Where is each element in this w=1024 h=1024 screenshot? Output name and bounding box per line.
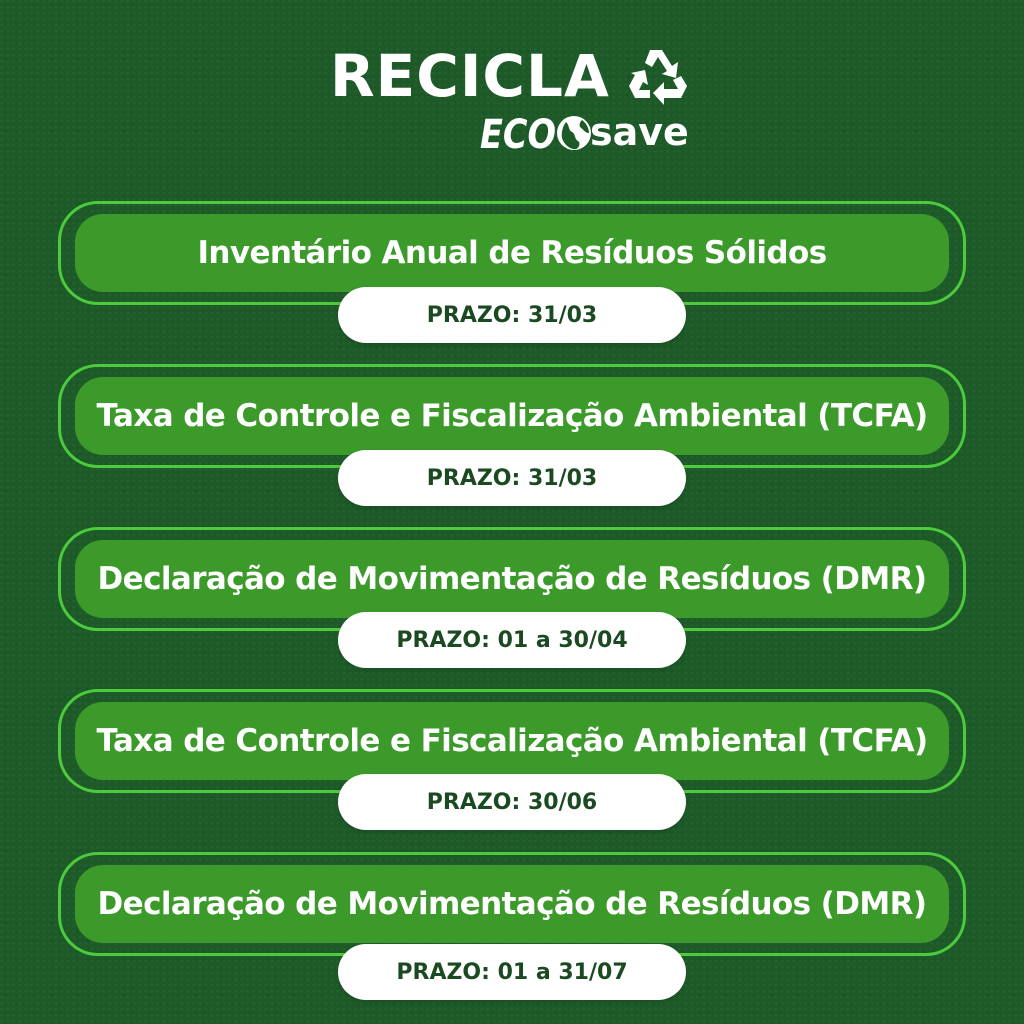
logo-sub-text: save	[590, 110, 689, 154]
card-title: Taxa de Controle e Fiscalização Ambiental (TCFA)	[96, 398, 928, 434]
card-title-bar	[75, 377, 949, 455]
globe-icon	[557, 116, 591, 150]
card-title: Declaração de Movimentação de Resíduos (DMR)	[97, 561, 927, 597]
deadline-text: PRAZO: 30/06	[426, 789, 598, 815]
deadline-text: PRAZO: 01 a 31/07	[396, 959, 628, 985]
card-title: Inventário Anual de Resíduos Sólidos	[197, 235, 827, 271]
deadline-text: PRAZO: 31/03	[426, 302, 598, 328]
logo-main-text: RECICLA	[330, 42, 610, 110]
deadline-text: PRAZO: 31/03	[426, 465, 598, 491]
deadline-badge	[338, 944, 686, 1000]
eco-mark-text: ECO	[480, 112, 556, 156]
card-title-bar	[75, 865, 949, 943]
logo-sub	[478, 108, 698, 156]
card-title-bar	[75, 214, 949, 292]
card-title: Declaração de Movimentação de Resíduos (DMR)	[97, 886, 927, 922]
deadline-text: PRAZO: 01 a 30/04	[396, 627, 628, 653]
eco-mark	[478, 108, 596, 156]
brand-logo	[0, 0, 1024, 170]
deadline-badge	[338, 287, 686, 343]
deadline-badge	[338, 774, 686, 830]
card-title-bar	[75, 702, 949, 780]
deadline-badge	[338, 612, 686, 668]
recycle-icon	[626, 46, 690, 106]
deadline-card	[58, 852, 966, 956]
card-title-bar	[75, 540, 949, 618]
deadline-badge	[338, 450, 686, 506]
card-title: Taxa de Controle e Fiscalização Ambiental (TCFA)	[96, 723, 928, 759]
